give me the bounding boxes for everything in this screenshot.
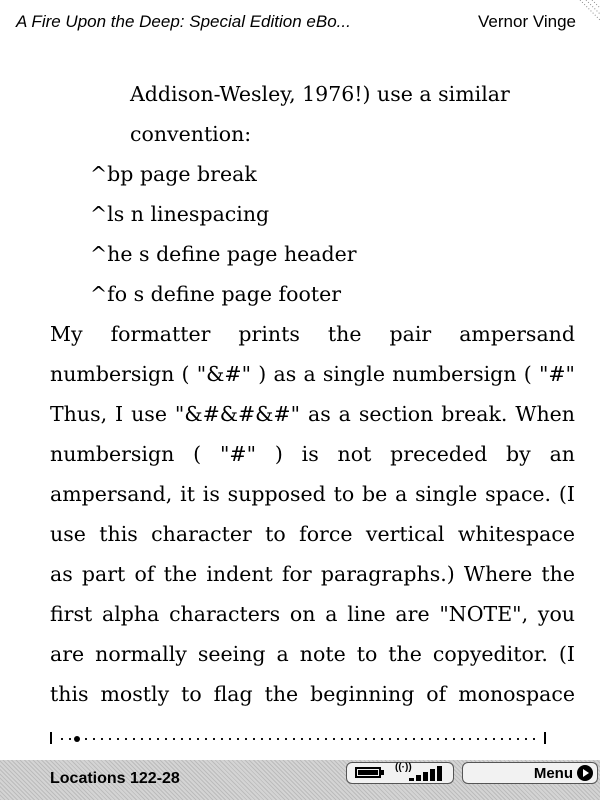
text-line: use this character to force vertical whitespace [50, 522, 575, 546]
battery-tip [381, 770, 384, 775]
menu-label: Menu [533, 765, 573, 782]
text-line: convention: [130, 122, 252, 146]
page-corner-icon[interactable] [576, 0, 600, 24]
menu-button[interactable] [462, 762, 598, 784]
reader-header [0, 0, 600, 40]
book-text[interactable] [50, 74, 575, 714]
text-line: this mostly to flag the beginning of monospace [50, 682, 575, 706]
book-title: A Fire Upon the Deep: Special Edition eBo... [16, 12, 351, 31]
progress-track [58, 738, 538, 740]
text-line: My formatter prints the pair ampersand [50, 322, 575, 346]
text-line: ^he s define page header [90, 242, 357, 266]
device-status [346, 762, 454, 784]
text-line: numbersign ( "&#" ) as a single numbersign ( "#" [50, 362, 575, 386]
signal-bar [423, 772, 428, 781]
signal-bar [437, 766, 442, 781]
signal-bars-icon [409, 766, 449, 781]
text-line: numbersign ( "#" ) is not preceded by an [50, 442, 575, 466]
progress-marker [74, 736, 80, 742]
book-author: Vernor Vinge [478, 12, 576, 31]
signal-bar [409, 778, 414, 781]
wireless-icon: ((·)) [395, 762, 412, 773]
text-line: ^ls n linespacing [90, 202, 270, 226]
text-line: are normally seeing a note to the copyeditor. (I [50, 642, 575, 666]
location-indicator: Locations 122-28 [50, 770, 180, 787]
text-line: as part of the indent for paragraphs.) Where the [50, 562, 575, 586]
text-line: ampersand, it is supposed to be a single space. (I [50, 482, 575, 506]
text-line: first alpha characters on a line are "NOTE", you [50, 602, 575, 626]
battery-icon [355, 767, 381, 778]
text-line: Thus, I use "&#&#&#" as a section break. When [50, 402, 575, 426]
status-footer [0, 760, 600, 800]
signal-bar [430, 769, 435, 781]
arrow-right-circle-icon [577, 765, 593, 781]
reading-progress-bar [50, 732, 546, 744]
text-line: Addison-Wesley, 1976!) use a similar [130, 82, 510, 106]
signal-bar [416, 775, 421, 781]
progress-end-cap [544, 732, 546, 744]
text-line: ^fo s define page footer [90, 282, 341, 306]
text-line: ^bp page break [90, 162, 257, 186]
progress-start-cap [50, 732, 52, 744]
